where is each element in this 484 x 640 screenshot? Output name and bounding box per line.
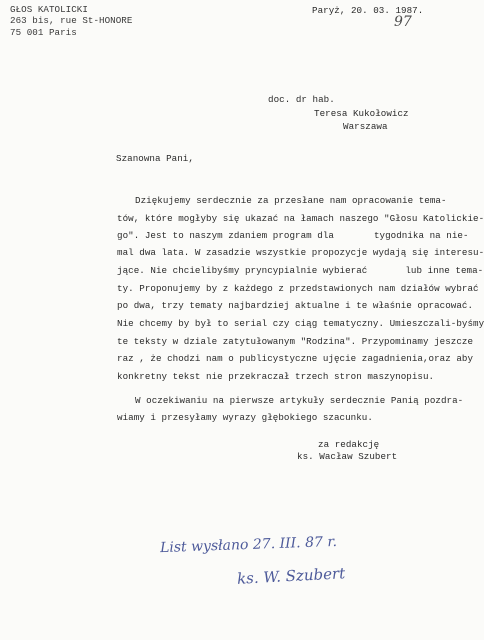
body-line-part: lub inne tema- xyxy=(405,265,484,276)
body-line-part: tygodnika na nie- xyxy=(373,230,469,241)
signature: ks. W. Szubert xyxy=(236,564,346,588)
sender-name: GŁOS KATOLICKI xyxy=(10,4,88,15)
handwritten-note: List wysłano 27. III. 87 r. xyxy=(159,533,338,557)
salutation: Szanowna Pani, xyxy=(116,153,194,164)
closing-signatory: ks. Wacław Szubert xyxy=(297,451,398,462)
body-line: po dwa, trzy tematy najbardziej aktualne i te właśnie opracować. xyxy=(117,300,474,311)
recipient-title: doc. dr hab. xyxy=(268,94,335,105)
closing-line: za redakcję xyxy=(318,439,380,450)
body-line: tów, które mogłyby się ukazać na łamach naszego "Głosu Katolickie- xyxy=(117,213,484,224)
sender-street: 263 bis, rue St-HONORE xyxy=(10,15,133,26)
body-line: wiamy i przesyłamy wyrazy głębokiego szacunku. xyxy=(117,412,373,423)
body-line: Nie chcemy by był to serial czy ciąg tematyczny. Umieszczali-byśmy xyxy=(117,318,484,329)
recipient-city: Warszawa xyxy=(343,121,388,132)
body-line: ty. Proponujemy by z każdego z przedstawionych nam działów wybrać xyxy=(117,283,479,294)
recipient-name: Teresa Kukołowicz xyxy=(314,108,409,119)
page-number: 97 xyxy=(394,14,412,30)
body-line: konkretny tekst nie przekraczał trzech stron maszynopisu. xyxy=(117,371,435,382)
sender-city: 75 001 Paris xyxy=(10,27,77,38)
body-line xyxy=(117,265,483,277)
body-line: Dziękujemy serdecznie za przesłane nam opracowanie tema- xyxy=(135,195,447,206)
body-line-part: jące. Nie chcielibyśmy pryncypialnie wybierać xyxy=(117,265,368,276)
letter-date: Paryż, 20. 03. 1987. xyxy=(312,5,424,16)
body-line: mal dwa lata. W zasadzie wszystkie propozycje wydają się interesu- xyxy=(117,247,484,258)
body-line: raz , że chodzi nam o publicystyczne ujęcie zagadnienia,oraz aby xyxy=(117,353,474,364)
body-line xyxy=(117,230,469,242)
body-line: W oczekiwaniu na pierwsze artykuły serdecznie Panią pozdra- xyxy=(135,395,464,406)
body-line: te teksty w dziale zatytułowanym "Rodzina". Przypominamy jeszcze xyxy=(117,336,474,347)
body-line-part: go". Jest to naszym zdaniem program dla xyxy=(117,230,334,241)
